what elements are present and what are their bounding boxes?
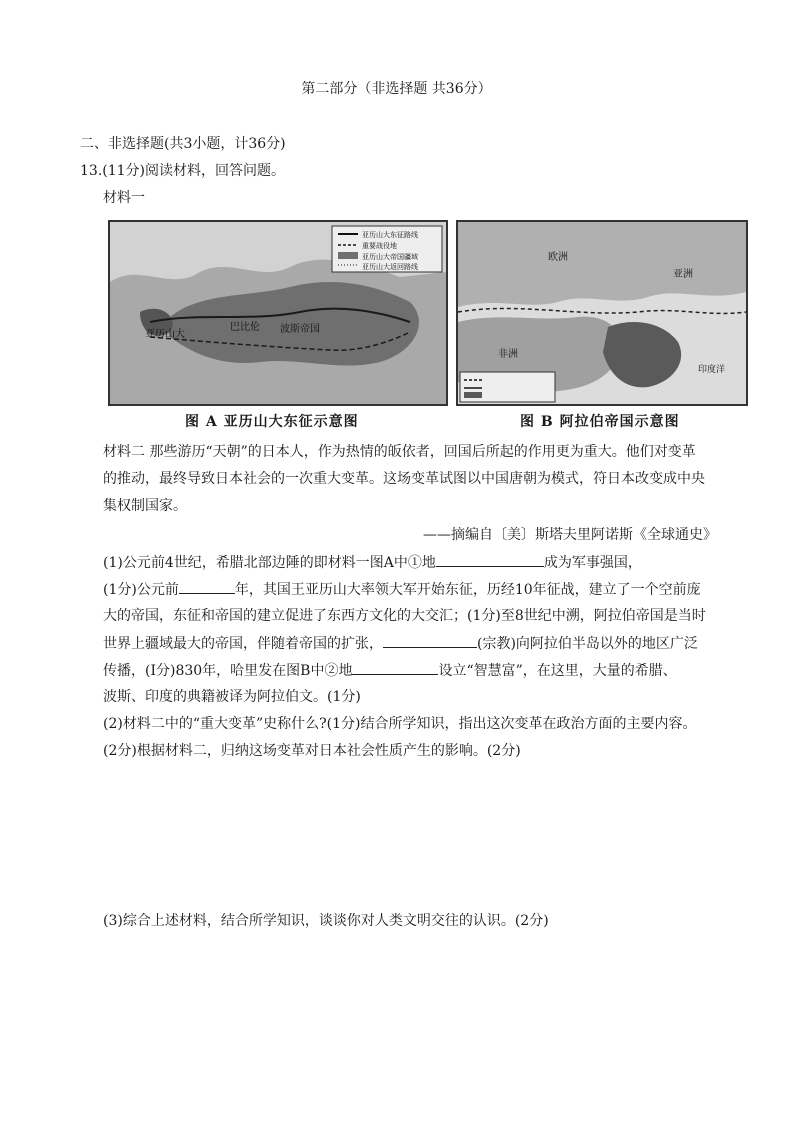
- q1-line-1: [103, 552, 743, 573]
- material2-source: ——摘编自〔美〕斯塔夫里阿诺斯《全球通史》: [423, 527, 717, 543]
- q1-text-2a: (1分)公元前: [103, 582, 179, 598]
- material2-line-2: 的推动，最终导致日本社会的一次重大变革。这场变革试图以中国唐朝为模式，符日本改变成中央: [103, 471, 705, 487]
- map-a-drawing: [110, 222, 446, 404]
- map-a-legend-1: 重要战役地: [362, 242, 397, 250]
- q3-line: (3)综合上述材料，结合所学知识，谈谈你对人类文明交往的认识。(2分): [103, 913, 549, 929]
- map-a-legend-2: 亚历山大帝国疆域: [362, 253, 418, 261]
- map-a-legend-0: 亚历山大东征路线: [362, 231, 418, 239]
- q1-text-1b: 成为军事强国，: [543, 555, 642, 571]
- q1-line-3: 大的帝国，东征和帝国的建立促进了东西方文化的大交汇；(1分)至8世纪中溯，阿拉伯帝国是当时: [103, 608, 706, 624]
- q1-blank-4[interactable]: [352, 660, 438, 675]
- q1-text-4b: (宗教)向阿拉伯半岛以外的地区广泛: [477, 636, 698, 652]
- q1-line-6: 波斯、印度的典籍被译为阿拉伯文。(1分): [103, 689, 361, 705]
- q2-line-2: (2分)根据材料二，归纳这场变革对日本社会性质产生的影响。(2分): [103, 743, 521, 759]
- q1-line-2: [103, 579, 743, 600]
- map-b-label-3: 印度洋: [698, 365, 726, 375]
- material2-line-1: 材料二 那些游历“天朝”的日本人，作为热情的皈依者，回国后所起的作用更为重大。他们对变革: [103, 444, 696, 460]
- map-b-label-2: 非洲: [498, 349, 518, 360]
- map-a-legend-3: 亚历山大返回路线: [362, 263, 418, 271]
- q1-text-5b: 设立“智慧富”，在这里，大量的希腊、: [438, 663, 677, 679]
- q1-blank-3[interactable]: [383, 633, 477, 648]
- q1-blank-2[interactable]: [179, 579, 235, 594]
- q1-line-5: [103, 660, 743, 681]
- question-header: 13.(11分)阅读材料，回答问题。: [80, 163, 286, 179]
- map-b: [456, 220, 748, 406]
- map-b-drawing: [458, 222, 746, 404]
- q1-text-1a: (1)公元前4世纪，希腊北部边陲的即材料一图A中①地: [103, 555, 436, 571]
- part-title: 第二部分（非选择题 共36分）: [301, 81, 492, 97]
- q1-line-4: [103, 633, 743, 654]
- map-b-caption: 图 B 阿拉伯帝国示意图: [520, 414, 680, 430]
- q1-blank-1[interactable]: [436, 552, 544, 567]
- map-b-label-1: 亚洲: [673, 269, 693, 280]
- q2-line-1: (2)材料二中的“重大变革”史称什么?(1分)结合所学知识，指出这次变革在政治方面的主要内容。: [103, 716, 697, 732]
- q1-text-5a: 传播，(Ⅰ分)830年，哈里发在图B中②地: [103, 663, 353, 679]
- map-a: [108, 220, 448, 406]
- section-title: 二、非选择题(共3小题，计36分): [80, 136, 286, 152]
- map-a-label-0: 亚历山大: [145, 329, 185, 340]
- material2-line-3: 集权制国家。: [103, 498, 187, 514]
- q1-text-2b: 年，其国王亚历山大率领大军开始东征，历经10年征战，建立了一个空前庞: [234, 582, 701, 598]
- q1-text-4a: 世界上疆域最大的帝国，伴随着帝国的扩张，: [103, 636, 383, 652]
- map-a-caption: 图 A 亚历山大东征示意图: [185, 414, 359, 430]
- material1-label: 材料一: [103, 190, 145, 206]
- map-a-label-2: 巴比伦: [230, 322, 260, 333]
- map-b-label-0: 欧洲: [548, 252, 568, 263]
- map-a-label-1: 波斯帝国: [280, 324, 320, 335]
